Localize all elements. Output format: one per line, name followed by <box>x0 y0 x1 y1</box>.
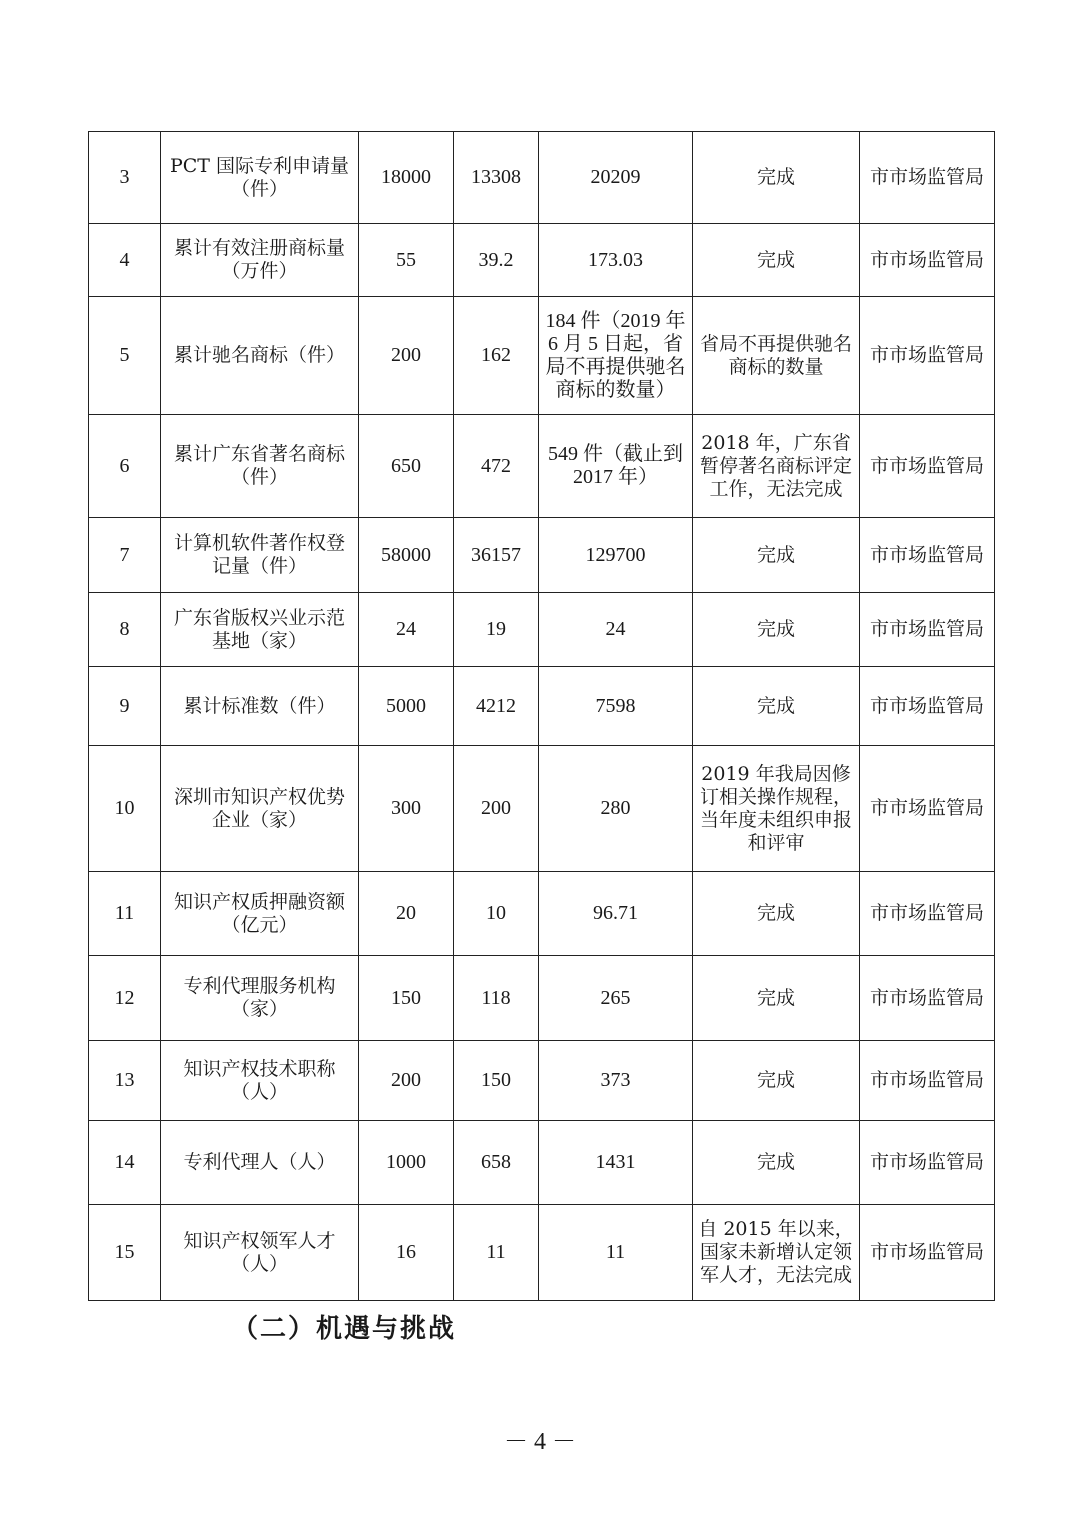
cell-target: 18000 <box>359 132 454 224</box>
cell-base: 118 <box>454 956 539 1041</box>
table-row <box>89 297 995 415</box>
cell-target: 58000 <box>359 518 454 593</box>
cell-target: 300 <box>359 746 454 872</box>
cell-actual: 549 件（截止到 2017 年） <box>539 415 693 518</box>
cell-dept: 市市场监管局 <box>860 518 995 593</box>
cell-actual: 280 <box>539 746 693 872</box>
cell-dept: 市市场监管局 <box>860 224 995 297</box>
cell-actual: 173.03 <box>539 224 693 297</box>
cell-dept: 市市场监管局 <box>860 956 995 1041</box>
cell-no: 6 <box>89 415 161 518</box>
cell-dept: 市市场监管局 <box>860 1205 995 1301</box>
cell-indicator: 累计驰名商标（件） <box>161 297 359 415</box>
cell-indicator: 计算机软件著作权登记量（件） <box>161 518 359 593</box>
table-row <box>89 1205 995 1301</box>
cell-actual: 20209 <box>539 132 693 224</box>
cell-indicator: 累计标准数（件） <box>161 667 359 746</box>
cell-dept: 市市场监管局 <box>860 1121 995 1205</box>
cell-base: 36157 <box>454 518 539 593</box>
cell-indicator: 知识产权技术职称（人） <box>161 1041 359 1121</box>
cell-base: 39.2 <box>454 224 539 297</box>
cell-status: 完成 <box>693 1121 860 1205</box>
cell-status: 完成 <box>693 132 860 224</box>
cell-target: 200 <box>359 297 454 415</box>
cell-no: 15 <box>89 1205 161 1301</box>
cell-status: 2019 年我局因修订相关操作规程，当年度未组织申报和评审 <box>693 746 860 872</box>
cell-indicator: 累计广东省著名商标（件） <box>161 415 359 518</box>
cell-no: 3 <box>89 132 161 224</box>
table-row <box>89 224 995 297</box>
cell-dept: 市市场监管局 <box>860 872 995 956</box>
cell-target: 150 <box>359 956 454 1041</box>
cell-no: 9 <box>89 667 161 746</box>
cell-base: 4212 <box>454 667 539 746</box>
cell-no: 5 <box>89 297 161 415</box>
table-row <box>89 415 995 518</box>
cell-actual: 373 <box>539 1041 693 1121</box>
cell-actual: 7598 <box>539 667 693 746</box>
cell-base: 200 <box>454 746 539 872</box>
cell-base: 13308 <box>454 132 539 224</box>
table-row <box>89 1041 995 1121</box>
cell-actual: 24 <box>539 593 693 667</box>
cell-status: 完成 <box>693 667 860 746</box>
cell-target: 650 <box>359 415 454 518</box>
table-row <box>89 132 995 224</box>
cell-target: 5000 <box>359 667 454 746</box>
cell-dept: 市市场监管局 <box>860 297 995 415</box>
cell-indicator: 累计有效注册商标量（万件） <box>161 224 359 297</box>
cell-no: 13 <box>89 1041 161 1121</box>
cell-status: 自 2015 年以来，国家未新增认定领军人才，无法完成 <box>693 1205 860 1301</box>
cell-actual: 265 <box>539 956 693 1041</box>
page-number: － 4 － <box>504 1429 576 1455</box>
cell-indicator: 广东省版权兴业示范基地（家） <box>161 593 359 667</box>
cell-no: 12 <box>89 956 161 1041</box>
cell-status: 完成 <box>693 956 860 1041</box>
cell-base: 10 <box>454 872 539 956</box>
cell-no: 10 <box>89 746 161 872</box>
table-row <box>89 746 995 872</box>
cell-target: 55 <box>359 224 454 297</box>
cell-no: 8 <box>89 593 161 667</box>
cell-indicator: 深圳市知识产权优势企业（家） <box>161 746 359 872</box>
cell-indicator: 知识产权质押融资额（亿元） <box>161 872 359 956</box>
cell-actual: 11 <box>539 1205 693 1301</box>
cell-base: 472 <box>454 415 539 518</box>
cell-base: 658 <box>454 1121 539 1205</box>
table-row <box>89 872 995 956</box>
section-heading: （二）机遇与挑战 <box>232 1314 457 1344</box>
cell-indicator: 专利代理服务机构（家） <box>161 956 359 1041</box>
cell-indicator: PCT 国际专利申请量（件） <box>161 132 359 224</box>
table-row <box>89 593 995 667</box>
cell-no: 7 <box>89 518 161 593</box>
cell-indicator: 专利代理人（人） <box>161 1121 359 1205</box>
cell-dept: 市市场监管局 <box>860 593 995 667</box>
cell-actual: 129700 <box>539 518 693 593</box>
cell-target: 20 <box>359 872 454 956</box>
cell-target: 200 <box>359 1041 454 1121</box>
cell-status: 完成 <box>693 593 860 667</box>
cell-dept: 市市场监管局 <box>860 746 995 872</box>
cell-dept: 市市场监管局 <box>860 415 995 518</box>
cell-target: 16 <box>359 1205 454 1301</box>
cell-base: 11 <box>454 1205 539 1301</box>
cell-actual: 96.71 <box>539 872 693 956</box>
cell-no: 4 <box>89 224 161 297</box>
cell-base: 162 <box>454 297 539 415</box>
cell-indicator: 知识产权领军人才（人） <box>161 1205 359 1301</box>
indicator-table <box>88 131 995 1301</box>
cell-dept: 市市场监管局 <box>860 1041 995 1121</box>
table-row <box>89 956 995 1041</box>
table-row <box>89 518 995 593</box>
cell-actual: 1431 <box>539 1121 693 1205</box>
cell-status: 完成 <box>693 224 860 297</box>
cell-base: 19 <box>454 593 539 667</box>
table-row <box>89 667 995 746</box>
cell-target: 1000 <box>359 1121 454 1205</box>
cell-status: 完成 <box>693 518 860 593</box>
cell-dept: 市市场监管局 <box>860 667 995 746</box>
table-row <box>89 1121 995 1205</box>
table-body <box>89 132 995 1301</box>
cell-status: 完成 <box>693 872 860 956</box>
cell-no: 14 <box>89 1121 161 1205</box>
cell-no: 11 <box>89 872 161 956</box>
cell-target: 24 <box>359 593 454 667</box>
cell-status: 2018 年，广东省暂停著名商标评定工作，无法完成 <box>693 415 860 518</box>
cell-status: 完成 <box>693 1041 860 1121</box>
cell-status: 省局不再提供驰名商标的数量 <box>693 297 860 415</box>
cell-actual: 184 件（2019 年 6 月 5 日起，省局不再提供驰名商标的数量） <box>539 297 693 415</box>
cell-dept: 市市场监管局 <box>860 132 995 224</box>
cell-base: 150 <box>454 1041 539 1121</box>
